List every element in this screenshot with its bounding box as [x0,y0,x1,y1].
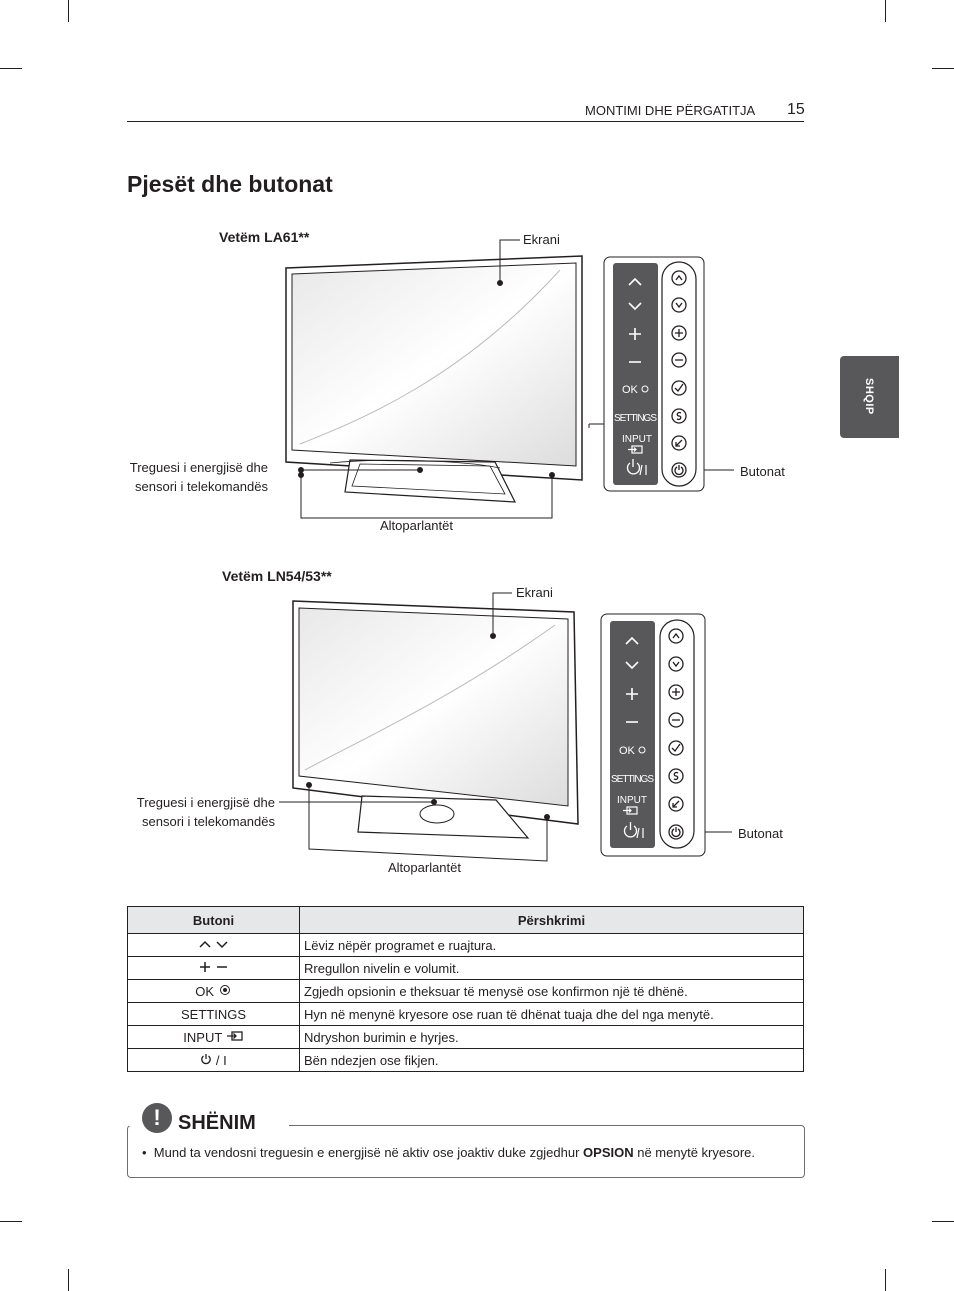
table-header-description: Përshkrimi [300,907,804,934]
speaker-callout-dot [550,473,555,478]
speakers-label: Altoparlantët [388,860,461,875]
crop-mark [932,1221,954,1222]
indicator-label-line2: sensori i telekomandës [135,479,268,494]
buttons-label: Butonat [740,464,785,479]
ok-dot-icon [218,984,232,996]
table-row [128,957,804,980]
power-text: / I [215,1052,227,1068]
plus-minus-icon [197,961,231,973]
crop-mark [885,1269,886,1291]
exclamation-icon: ! [142,1103,172,1133]
indicator-label-line1: Treguesi i energjisë dhe [136,795,275,810]
speakers-label: Altoparlantët [380,518,453,533]
screen-callout-dot [498,281,503,286]
indicator-label [100,458,268,496]
table-cell-button [128,980,300,1003]
button-panel-ln54 [601,614,705,856]
table-cell-button [128,1026,300,1049]
table-cell-description: Lëviz nëpër programet e ruajtura. [300,934,804,957]
ok-text: OK [195,983,215,999]
table-row [128,934,804,957]
up-down-icon [197,938,231,950]
speaker-callout-dot [299,473,304,478]
model-label-ln54: Vetëm LN54/53** [222,568,332,584]
crop-mark [0,1221,22,1222]
table-cell-button: SETTINGS [128,1003,300,1026]
table-row [128,1049,804,1072]
input-icon [226,1030,244,1042]
input-text: INPUT [183,1029,223,1045]
panel-ok-label: OK [619,745,635,757]
screen-label: Ekrani [516,585,553,600]
indicator-callout-dot [432,800,437,805]
indicator-callout-dot [299,468,304,473]
page-title: Pjesët dhe butonat [127,171,333,197]
bullet: • [142,1145,154,1160]
table-cell-description: Ndryshon burimin e hyrjes. [300,1026,804,1049]
panel-input-label: INPUT [622,434,652,445]
indicator-label-line1: Treguesi i energjisë dhe [129,460,268,475]
table-row [128,980,804,1003]
table-header-button: Butoni [128,907,300,934]
table-cell-description: Rregullon nivelin e volumit. [300,957,804,980]
table-row [128,1003,804,1026]
buttons-label: Butonat [738,826,783,841]
power-icon [200,1053,212,1065]
buttons-table [127,906,804,1072]
table-row [128,1026,804,1049]
table-header-row [128,907,804,934]
panel-input-label: INPUT [617,795,647,806]
table-cell-button [128,957,300,980]
tv-front-la61 [286,256,582,502]
model-label-la61: Vetëm LA61** [219,229,310,245]
note-text-after: në menytë kryesore. [633,1145,756,1160]
table-cell-button [128,934,300,957]
note-text-before: Mund ta vendosni treguesin e energjisë në aktiv ose joaktiv duke zgjedhur [153,1145,584,1160]
page-number: 15 [787,101,805,118]
panel-settings-label: SETTINGS [611,774,654,785]
indicator-callout-dot [418,468,423,473]
table-cell-description: Hyn në menynë kryesore ose ruan të dhënat tuaja dhe del nga menytë. [300,1003,804,1026]
language-tab-label: SHQIP [863,378,875,415]
indicator-label-line2: sensori i telekomandës [142,814,275,829]
panel-ok-label: OK [622,384,638,396]
note-text [142,1145,755,1160]
table-cell-description: Zgjedh opsionin e theksuar të menysë ose konfirmon një të dhënë. [300,980,804,1003]
speaker-callout-dot [545,815,550,820]
note-title: SHËNIM [178,1112,264,1135]
indicator-label [107,793,275,831]
crop-mark [68,1269,69,1291]
table-cell-description: Bën ndezjen ose fikjen. [300,1049,804,1072]
header-section-title: MONTIMI DHE PËRGATITJA [585,103,756,118]
screen-label: Ekrani [523,232,560,247]
table-cell-button [128,1049,300,1072]
button-panel-la61 [589,257,704,491]
note-text-bold: OPSION [583,1145,634,1160]
screen-callout-dot [491,634,496,639]
panel-settings-label: SETTINGS [614,413,657,424]
speaker-callout-dot [307,783,312,788]
